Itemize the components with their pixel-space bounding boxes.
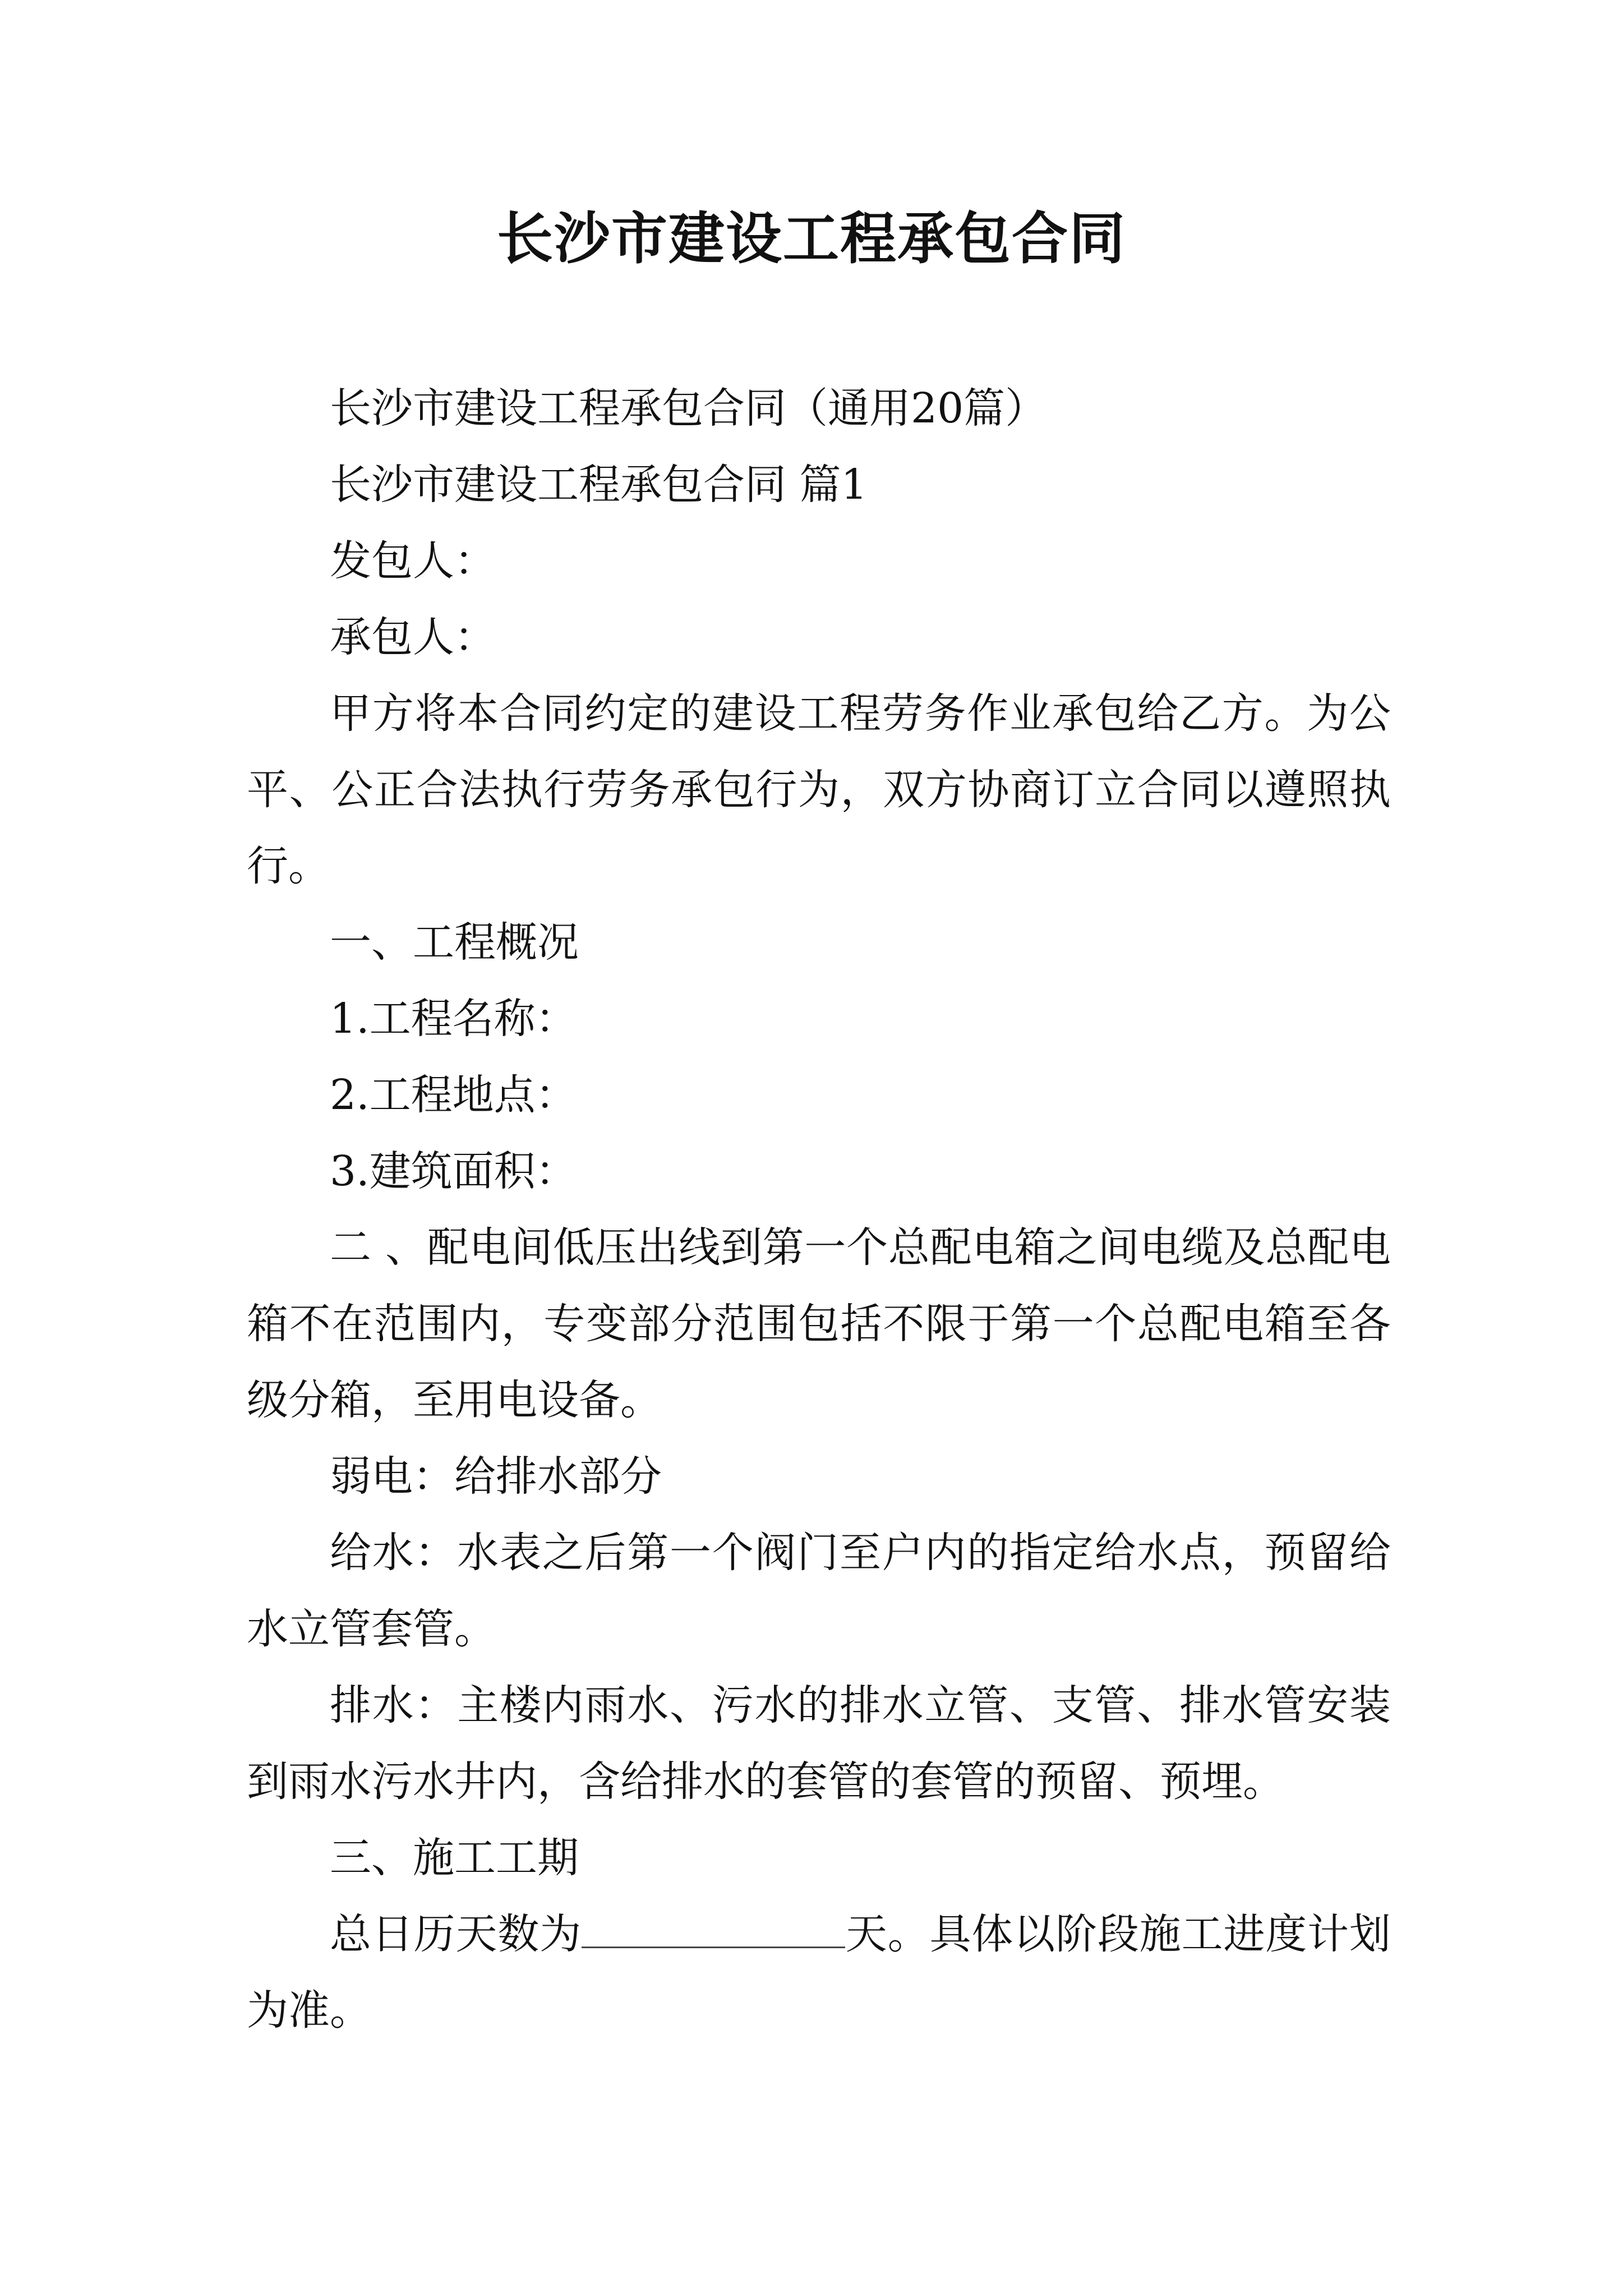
document-subtitle: 长沙市建设工程承包合同（通用20篇） bbox=[330, 384, 1047, 432]
section-heading-construction-period: 三、施工工期 bbox=[330, 1834, 579, 1882]
employer-field: 发包人： bbox=[330, 537, 496, 585]
project-name-field: 1.工程名称： bbox=[330, 995, 577, 1043]
weak-current-paragraph: 弱电：给排水部分 bbox=[330, 1452, 662, 1501]
schedule-text-before: 总日历天数为 bbox=[330, 1910, 582, 1958]
section-heading-part-1: 长沙市建设工程承包合同 篇1 bbox=[330, 461, 868, 509]
days-blank-line bbox=[582, 1907, 845, 1948]
document-body bbox=[247, 370, 1391, 2049]
schedule-text-after: 天。具体以阶段施工进度计划为准。 bbox=[247, 1910, 1391, 2035]
water-supply-paragraph: 给水：水表之后第一个阀门至户内的指定给水点，预留给水立管套管。 bbox=[247, 1529, 1391, 1653]
building-area-field: 3.建筑面积： bbox=[330, 1147, 577, 1195]
section-heading-project-overview: 一、工程概况 bbox=[330, 918, 579, 967]
drainage-paragraph: 排水：主楼内雨水、污水的排水立管、支管、排水管安装到雨水污水井内，含给排水的套管的套管的预留、预埋。 bbox=[247, 1681, 1391, 1806]
project-location-field: 2.工程地点： bbox=[330, 1071, 577, 1119]
document-title: 长沙市建设工程承包合同 bbox=[497, 205, 1126, 272]
contractor-field: 承包人： bbox=[330, 613, 496, 661]
scope-paragraph: 二 、配电间低压出线到第一个总配电箱之间电缆及总配电箱不在范围内，专变部分范围包括不限于第一个总配电箱至各级分箱，至用电设备。 bbox=[247, 1223, 1391, 1424]
schedule-paragraph bbox=[247, 1896, 1391, 2049]
intro-paragraph: 甲方将本合同约定的建设工程劳务作业承包给乙方。为公平、公正合法执行劳务承包行为，双方协商订立合同以遵照执行。 bbox=[247, 689, 1391, 890]
